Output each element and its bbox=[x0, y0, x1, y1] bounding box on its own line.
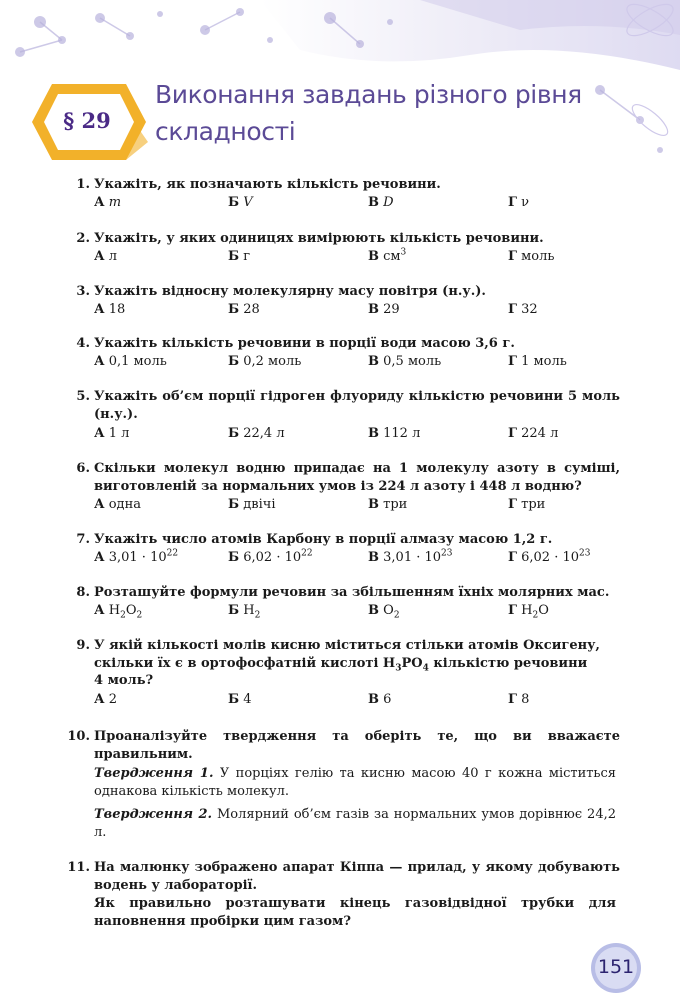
answer-options-3: А 18 Б 28 В 29 Г 32 bbox=[94, 302, 538, 317]
answer-options-9: А 2 Б 4 В 6 Г 8 bbox=[94, 692, 530, 707]
answer-options-7: А $3,01 \cdot 10^{22}$ Б $6,02 \cdot 10^{22}$ В $3,01 \cdot 10^{23}$ Г $6,02 \cdot 10^{23}$ bbox=[94, 548, 591, 565]
answer-options-2: А л Б г В $см^3$ Г моль bbox=[94, 247, 555, 264]
answer-options-6: А одна Б двічі В три Г три bbox=[94, 497, 546, 512]
question-9: 9. У якій кількості молів кисню міститься стільки атомів Оксигену, скільки їх є в ортофосфатній кислоті $H_3PO_4$ кількістю речовини 4 моль? bbox=[76, 638, 600, 688]
page-number: 151 bbox=[597, 956, 635, 978]
answer-options-5: А 1 л Б 22,4 л В 112 л Г 224 л bbox=[94, 426, 559, 441]
answer-options-8: А $H_2O_2$ Б $H_2$ В $O_2$ Г $H_2O$ bbox=[94, 603, 549, 621]
answer-options-4: А 0,1 моль Б 0,2 моль В 0,5 моль Г 1 моль bbox=[94, 354, 567, 369]
section-title: Виконання завдань різного рівня складності bbox=[155, 80, 582, 146]
answer-options-1: А m Б V В D Г ν bbox=[94, 195, 530, 210]
section-number: § 29 bbox=[63, 108, 111, 133]
statement-2: Твердження 2. Молярний об’єм газів за нормальних умов дорівнює 24,2 л. bbox=[94, 807, 616, 840]
statement-1: Твердження 1. У порціях гелію та кисню масою 40 г кожна міститься однакова кількість молекул. bbox=[94, 766, 616, 799]
question-11-text-2: Як правильно розташувати кінець газовідвідної трубки для наповнення пробірки цим газом? bbox=[94, 896, 616, 929]
